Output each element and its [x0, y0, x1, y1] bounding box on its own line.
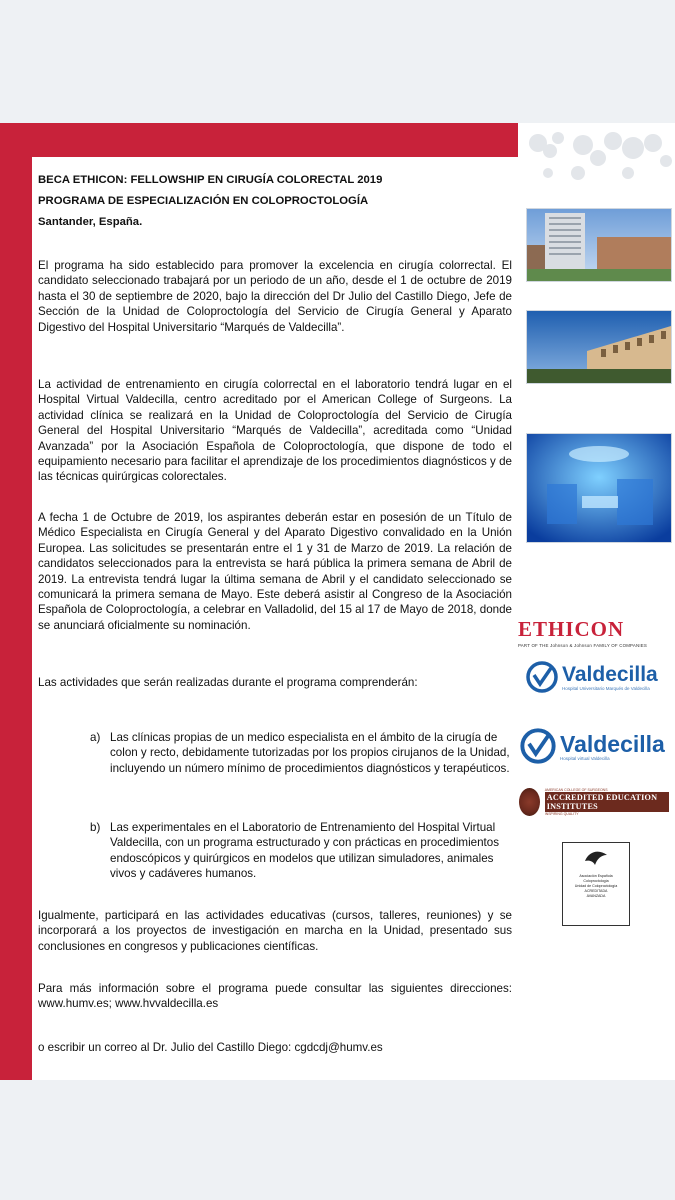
location: Santander, España.: [38, 216, 143, 228]
hospital-facade-photo: [526, 310, 672, 384]
list-item: [90, 730, 512, 776]
paragraph-contact: o escribir un correo al Dr. Julio del Castillo Diego: cgdcdj@humv.es: [38, 1041, 383, 1054]
aei-top-line: AMERICAN COLLEGE OF SURGEONS: [544, 788, 608, 792]
hospital-building-photo: [526, 208, 672, 282]
ethicon-wordmark: ETHICON: [518, 617, 625, 641]
red-top-bar: [0, 123, 518, 157]
ethicon-tagline: PART OF THE Johnson & Johnson FAMILY OF COMPANIES: [518, 643, 648, 648]
cert-line: Asociación Española: [579, 874, 613, 878]
acs-seal-icon: [519, 788, 540, 816]
paragraph-intro: El programa ha sido establecido para promover la excelencia en cirugía colorrectal. El candidato seleccionado trabajará por un periodo de un año, desde el 1 de octubre de 2019 hasta el 30 de septiembre de 2020, bajo la dirección del Dr Julio del Castillo Diego, Jefe de Sección de la Unidad de Coloproctología del Servicio de Cirugía General y Aparato Digestivo del Hospital Universitario “Marqués de Valdecilla”.: [38, 259, 512, 334]
valdecilla-subtitle: Hospital Universitario Marqués de Valdecilla: [562, 685, 650, 691]
valdecilla-subtitle: Hospital virtual Valdecilla: [560, 755, 610, 761]
valdecilla-hospital-logo: [525, 660, 658, 694]
paragraph-activities-intro: Las actividades que serán realizadas durante el programa comprenderán:: [38, 676, 418, 689]
paragraph-more-info: Para más información sobre el programa puede consultar las siguientes direcciones: www.humv.es; www.hvvaldecilla.es: [38, 982, 512, 1011]
paragraph-training: La actividad de entrenamiento en cirugía colorrectal en el laboratorio tendrá lugar en el Hospital Virtual Valdecilla, centro acreditado por el American College of Surgeons. La actividad clínica se realizará en la Unidad de Coloproctología del Servicio de Cirugía General del Hospital Universitario “Marqués de Valdecilla”, acreditada como “Unidad Avanzada” por la Asociación Española de Coloproctología, que dispone de todo el equipamiento necesario para facilitar el aprendizaje de los procedimientos diagnósticos y de las técnicas quirúrgicas colorectales.: [38, 378, 512, 484]
document-subtitle: PROGRAMA DE ESPECIALIZACIÓN EN COLOPROCTOLOGÍA: [38, 195, 369, 207]
cert-line: Unidad de Coloproctología: [574, 884, 618, 888]
cert-line: ACREDITADA: [584, 889, 608, 893]
valdecilla-wordmark: Valdecilla: [560, 730, 665, 757]
red-left-bar: [0, 123, 32, 1080]
valdecilla-emblem-icon: [519, 727, 557, 765]
valdecilla-virtual-logo: [519, 727, 665, 765]
world-map-decoration: [518, 123, 675, 193]
accredited-education-institutes-logo: [519, 785, 669, 819]
cert-line: Coloproctología: [583, 879, 609, 883]
list-item: [90, 820, 512, 882]
valdecilla-wordmark: Valdecilla: [562, 662, 658, 686]
list-item-label: b): [90, 821, 101, 834]
aei-title: ACCREDITED EDUCATION INSTITUTES: [545, 792, 669, 812]
simulation-room-photo: [526, 433, 672, 543]
list-item-label: a): [90, 731, 101, 744]
paragraph-requirements: A fecha 1 de Octubre de 2019, los aspirantes deberán estar en posesión de un Título de Médico Especialista en Cirugía General y del Aparato Digestivo convalidado en la Unión Europea. Las solicitudes se presentarán entre el 1 y 31 de Marzo de 2019. La relación de candidatos seleccionados para la entrevista se hará pública la primera semana de Abril de 2019. La entrevista tendrá lugar la última semana de Abril y el candidato seleccionado se comunicará la primera semana de Mayo. Este deberá asistir al Congreso de la Asociación Española de Coloproctología, a celebrar en Valladolid, del 15 al 17 de Mayo de 2018, donde se anunciará oficialmente su nominación.: [38, 511, 512, 632]
list-item-text: Las clínicas propias de un medico especialista en el ámbito de la cirugía de colon y recto, debidamente tutorizadas por los propios cirujanos de la Unidad, incluyendo un número mínimo de procedimientos diagnósticos y terapéuticos.: [110, 731, 510, 775]
accreditation-certificate: [562, 842, 630, 926]
ethicon-logo: [518, 617, 668, 648]
aei-bottom-line: INSPIRING QUALITY: [544, 812, 579, 816]
paragraph-educational: Igualmente, participará en las actividades educativas (cursos, talleres, reuniones) y se incorporará a los proyectos de investigación en marcha en la Unidad, presentado sus conclusiones en congresos y publicaciones científicas.: [38, 909, 512, 953]
document-title: BECA ETHICON: FELLOWSHIP EN CIRUGÍA COLORECTAL 2019: [38, 174, 383, 186]
cert-line: AVANZADA: [586, 894, 606, 898]
bird-emblem-icon: [581, 847, 611, 869]
valdecilla-emblem-icon: [525, 660, 559, 694]
list-item-text: Las experimentales en el Laboratorio de Entrenamiento del Hospital Virtual Valdecilla, con un programa estructurado y con prácticas en procedimientos endoscópicos y quirúrgicos en modelos que utilizan simuladores, animales vivos y cadáveres humanos.: [110, 821, 500, 881]
